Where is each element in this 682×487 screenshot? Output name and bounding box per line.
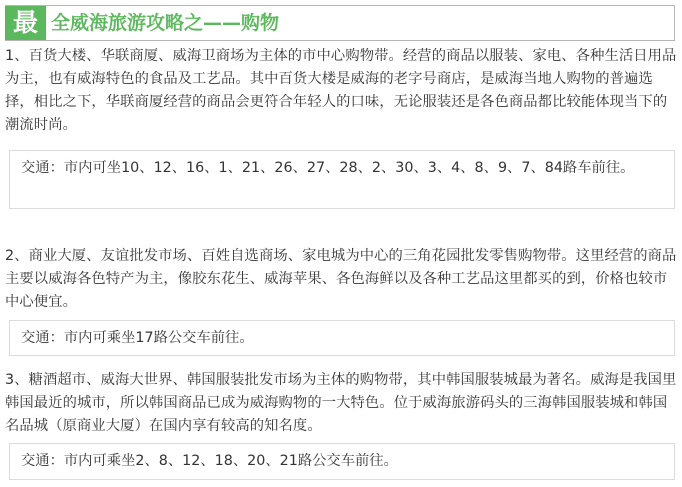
section-3-transport: 交通：市内可乘坐2、8、12、18、20、21路公交车前往。 xyxy=(9,443,675,480)
section-3-text: 3、糖酒超市、威海大世界、韩国服装批发市场为主体的购物带，其中韩国服装城最为著名。威海是我国里韩国最近的城市，所以韩国商品已成为威海购物的一大特色。位于威海旅游码头的三海韩国服装城和韩国名品城（原商业大厦）在国内享有较高的知名度。 xyxy=(5,372,677,434)
section-1-transport: 交通：市内可坐10、12、16、1、21、26、27、28、2、30、3、4、8、9、7、84路车前往。 xyxy=(9,150,675,209)
title-badge: 最 xyxy=(5,6,46,40)
article-header xyxy=(5,5,675,41)
section-2-text: 2、商业大厦、友谊批发市场、百姓自选商场、家电城为中心的三角花园批发零售购物带。这里经营的商品主要以威海各色特产为主，像胶东花生、威海苹果、各色海鲜以及各种工艺品这里都买的到，价格也较市中心便宜。 xyxy=(5,248,677,310)
section-2-transport: 交通：市内可乘坐17路公交车前往。 xyxy=(9,320,675,356)
section-1-text: 1、百货大楼、华联商厦、威海卫商场为主体的市中心购物带。经营的商品以服装、家电、各种生活日用品为主，也有威海特色的食品及工艺品。其中百货大楼是威海的老字号商店，是威海当地人购物的普遍选择，相比之下，华联商厦经营的商品会更符合年轻人的口味，无论服装还是各色商品都比较能体现当下的潮流时尚。 xyxy=(5,48,677,133)
page-title: 全威海旅游攻略之——购物 xyxy=(51,12,280,34)
